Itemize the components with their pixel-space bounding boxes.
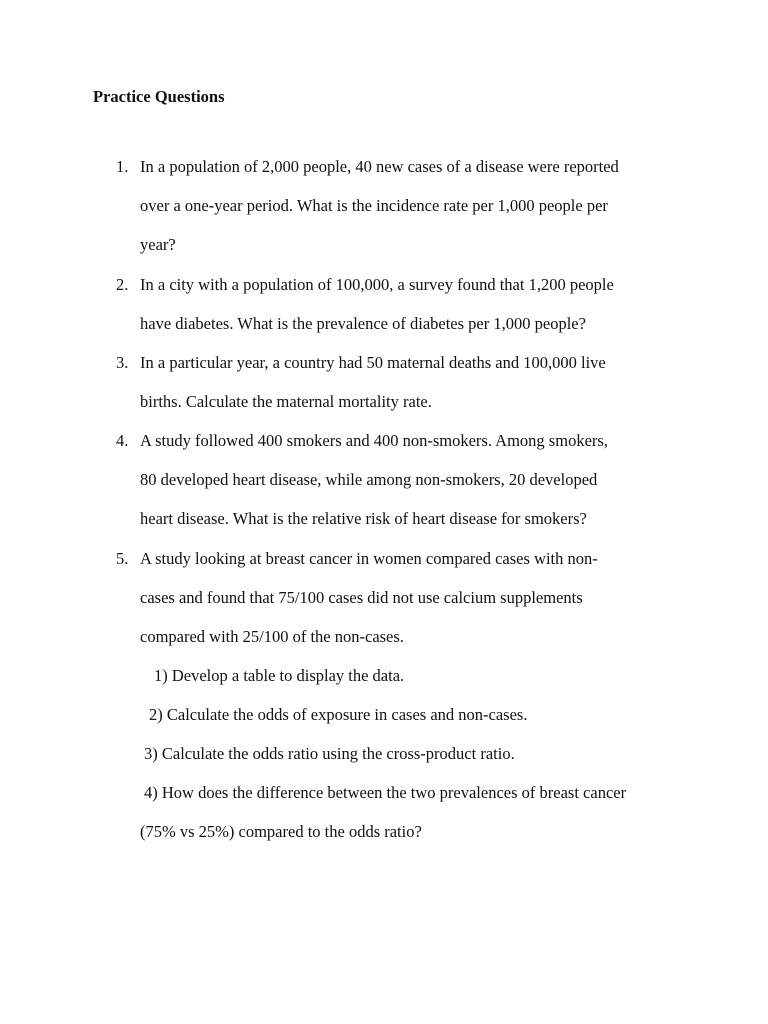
question-text-line: heart disease. What is the relative risk of heart disease for smokers?	[140, 509, 587, 528]
subpart-line: (75% vs 25%) compared to the odds ratio?	[140, 822, 422, 841]
question-text-line: over a one-year period. What is the incidence rate per 1,000 people per	[140, 196, 608, 215]
subpart-line: 4) How does the difference between the two prevalences of breast cancer	[144, 783, 627, 802]
question-text-line: compared with 25/100 of the non-cases.	[140, 627, 404, 646]
question-number: 5.	[116, 549, 129, 568]
question-text-line: A study followed 400 smokers and 400 non-smokers. Among smokers,	[140, 431, 608, 450]
question-text-line: In a population of 2,000 people, 40 new cases of a disease were reported	[140, 157, 619, 176]
subpart-line: 3) Calculate the odds ratio using the cross-product ratio.	[144, 744, 515, 763]
question-text-line: cases and found that 75/100 cases did not use calcium supplements	[140, 588, 583, 607]
question-number: 2.	[116, 275, 129, 294]
question-number: 3.	[116, 353, 129, 372]
page-title: Practice Questions	[93, 87, 225, 106]
question-text-line: In a particular year, a country had 50 maternal deaths and 100,000 live	[140, 353, 606, 372]
question-number: 4.	[116, 431, 129, 450]
question-text-line: 80 developed heart disease, while among non-smokers, 20 developed	[140, 470, 598, 489]
subpart-line: 2) Calculate the odds of exposure in cases and non-cases.	[149, 705, 528, 724]
question-text-line: year?	[140, 235, 176, 254]
question-text-line: births. Calculate the maternal mortality rate.	[140, 392, 432, 411]
question-text-line: A study looking at breast cancer in women compared cases with non-	[140, 549, 598, 568]
question-text-line: have diabetes. What is the prevalence of diabetes per 1,000 people?	[140, 314, 586, 333]
question-text-line: In a city with a population of 100,000, a survey found that 1,200 people	[140, 275, 614, 294]
subpart-line: 1) Develop a table to display the data.	[154, 666, 405, 685]
question-number: 1.	[116, 157, 129, 176]
